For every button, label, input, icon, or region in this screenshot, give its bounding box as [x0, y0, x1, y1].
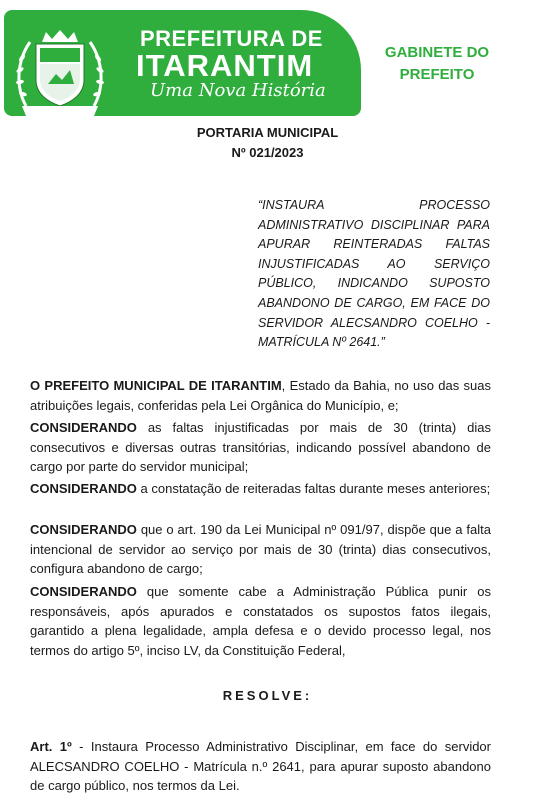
considerando-bold: CONSIDERANDO: [30, 481, 137, 496]
municipal-coat-of-arms-icon: [12, 28, 108, 120]
brand-slogan: Uma Nova História: [150, 80, 326, 101]
preamble-text: , Estado da Bahia, no uso das suas atribuições legais, conferidas pela Lei Orgânica do Município, e;: [30, 378, 491, 413]
considerando-text: que o art. 190 da Lei Municipal nº 091/97, dispõe que a falta intencional de servidor ao serviço por mais de 30 (trinta) dias consecutivos, configura abandono de cargo;: [30, 522, 491, 576]
article-1-paragraph: [30, 737, 491, 796]
considerando-text: que somente cabe a Administração Pública punir os responsáveis, após apurados e constatados os supostos fatos ilegais, garantido a plena legalidade, ampla defesa e o devido processo legal, nos termos do artigo 5º, inciso LV, da Constituição Federal,: [30, 584, 491, 658]
considerando-paragraph: [30, 479, 491, 499]
article-1-text: - Instaura Processo Administrativo Disciplinar, em face do servidor ALECSANDRO COELHO - Matrícula n.º 2641, para apurar suposto abandono de cargo público, nos termos da Lei.: [30, 739, 491, 793]
document-title: PORTARIA MUNICIPAL: [196, 125, 339, 140]
considerando-bold: CONSIDERANDO: [30, 584, 137, 599]
considerando-paragraph: [30, 520, 491, 579]
considerando-text: as faltas injustificadas por mais de 30 (trinta) dias consecutivos e diversas outras transitórias, indicando possível abandono de cargo por parte do servidor municipal;: [30, 420, 491, 474]
considerando-bold: CONSIDERANDO: [30, 420, 137, 435]
considerando-paragraph: [30, 418, 491, 477]
brand-title-line2: ITARANTIM: [136, 48, 314, 83]
article-1-label: Art. 1º: [30, 739, 72, 754]
letterhead: [0, 0, 535, 118]
preamble-bold: O PREFEITO MUNICIPAL DE ITARANTIM: [30, 378, 282, 393]
preamble-paragraph: [30, 376, 491, 415]
resolve-heading: RESOLVE:: [222, 688, 313, 703]
brand-title-line1: PREFEITURA DE: [140, 26, 323, 51]
ementa: “INSTAURA PROCESSO ADMINISTRATIVO DISCIPLINAR PARA APURAR REINTERADAS FALTAS INJUSTIFICADAS AO SERVIÇO PÚBLICO, INDICANDO SUPOSTO ABANDONO DE CARGO, EM FACE DO SERVIDOR ALECSANDRO COELHO - MATRÍCULA Nº 2641.”: [258, 198, 490, 350]
considerando-bold: CONSIDERANDO: [30, 522, 137, 537]
document-number: Nº 021/2023: [231, 145, 304, 160]
considerando-paragraph: [30, 582, 491, 660]
office-name: GABINETE DO PREFEITO: [384, 44, 490, 83]
considerando-text: a constatação de reiteradas faltas durante meses anteriores;: [136, 481, 491, 496]
